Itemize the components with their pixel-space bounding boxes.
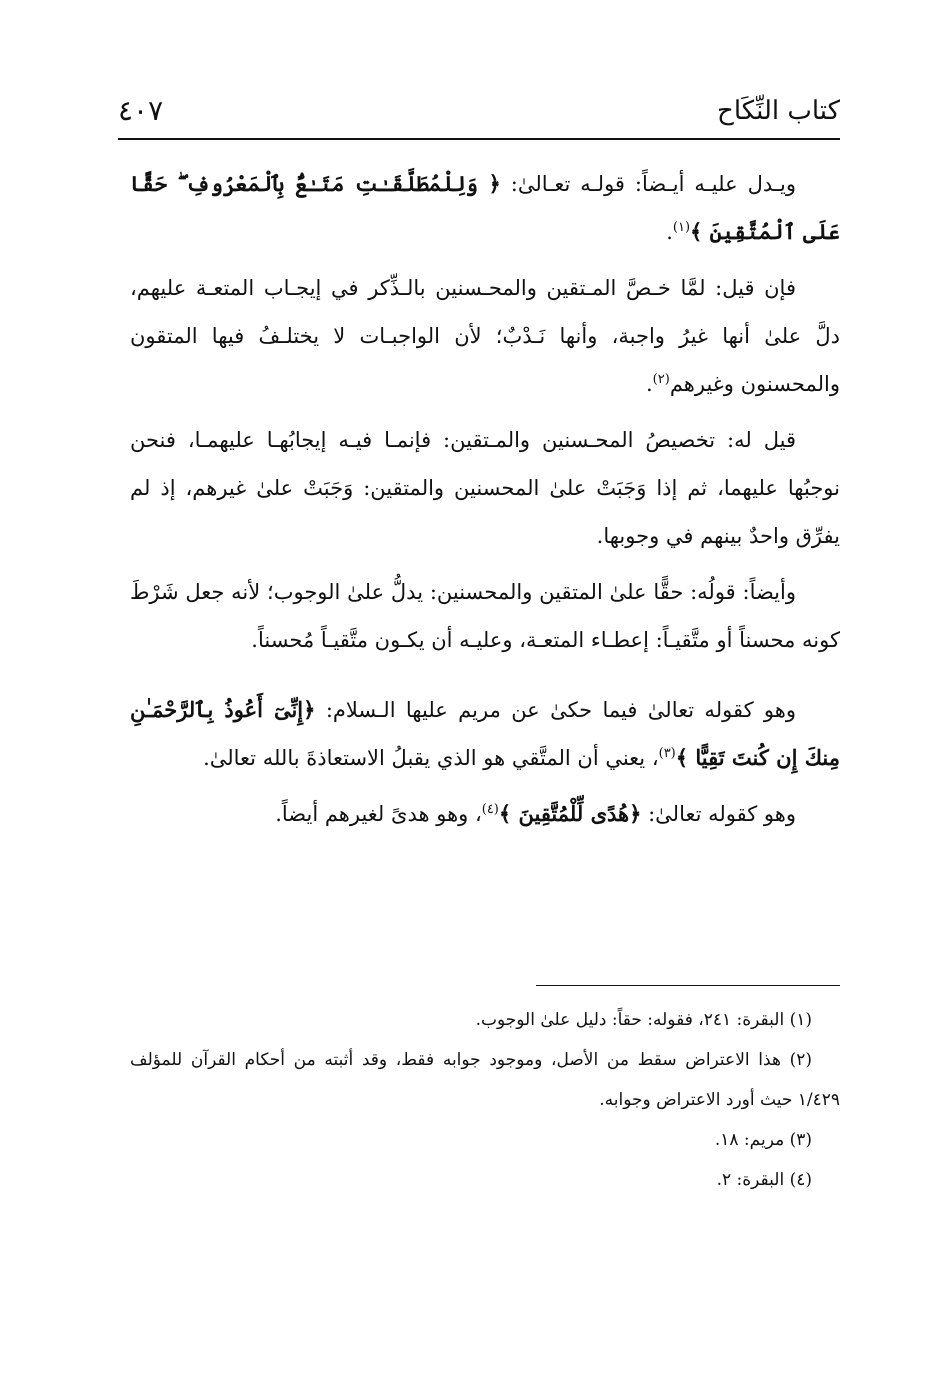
paragraph-1: ويـدل عليـه أيـضاً: قولـه تعـالىٰ: ﴿ وَلِلْمُطَلَّقَـٰتِ مَتَـٰعٌۢ بِٱلْمَعْرُوفِ ۖ حَقًّا عَلَى ٱلْمُتَّقِينَ ﴾$^{(١)}$. [130, 171, 840, 244]
paragraph-5: وهو كقوله تعالىٰ فيما حكىٰ عن مريم عليها الـسلام: ﴿إِنِّىٓ أَعُوذُ بِٱلرَّحْمَـٰنِ مِنكَ إِن كُنتَ تَقِيًّا ﴾$^{(٣)}$، يعني أن المتَّقي هو الذي يقبلُ الاستعاذةَ بالله تعالىٰ. [130, 697, 840, 770]
header-divider [118, 138, 840, 140]
running-title: كتاب النِّكَاح [717, 96, 840, 126]
footnote-ref: (٢) [652, 372, 670, 387]
footnote-3: (٣) مريم: ١٨. [714, 1130, 812, 1150]
paragraph-6: وهو كقوله تعالىٰ: ﴿هُدًى لِّلْمُتَّقِينَ ﴾$^{(٤)}$، وهو هدىً لغيرهم أيضاً. [275, 801, 796, 826]
footnote-ref: (٤) [481, 802, 499, 817]
footnotes [130, 1000, 840, 1200]
main-text [130, 160, 840, 846]
quran-verse: ﴿إِنِّىٓ أَعُوذُ بِٱلرَّحْمَـٰنِ مِنكَ إِن كُنتَ تَقِيًّا ﴾ [130, 697, 840, 770]
page-number: ٤٠٧ [118, 94, 164, 127]
quran-verse: ﴿هُدًى لِّلْمُتَّقِينَ ﴾ [498, 801, 642, 826]
footnote-ref: (١) [672, 220, 691, 235]
paragraph-4: وأيضاً: قولُه: حقًّا علىٰ المتقين والمحسنين: يدلُّ علىٰ الوجوب؛ لأنه جعل شَرْطَ كونه محسناً أو متَّقيـاً: إعطـاء المتعـة، وعليـه أن يكـون متَّقيـاً مُحسناً. [130, 580, 840, 652]
page-header [118, 88, 840, 138]
footnote-2: (٢) هذا الاعتراض سقط من الأصل، وموجود جوابه فقط، وقد أثبته من أحكام القرآن للمؤلف ١/٤٢٩ حيث أورد الاعتراض وجوابه. [130, 1050, 840, 1110]
footnote-ref: (٣) [658, 746, 676, 761]
quran-verse: ﴿ وَلِلْمُطَلَّقَـٰتِ مَتَـٰعٌۢ بِٱلْمَعْرُوفِ ۖ حَقًّا عَلَى ٱلْمُتَّقِينَ ﴾ [130, 171, 840, 244]
footnote-1: (١) البقرة: ٢٤١، فقوله: حقاً: دليل علىٰ الوجوب. [475, 1010, 812, 1030]
footnote-divider [536, 985, 840, 986]
paragraph-2: فإن قيل: لمَّا خـصَّ المـتقين والمحـسنين بالـذِّكر في إيجـاب المتعـة عليهم، دلَّ علىٰ أنها غيرُ واجبة، وأنها نَـدْبٌ؛ لأن الواجبـات لا يختلـفُ فيها المتقون والمحسنون وغيرهم$^{(٢)}$. [130, 276, 840, 396]
footnote-4: (٤) البقرة: ٢. [716, 1170, 812, 1190]
paragraph-3: قيل له: تخصيصُ المحـسنين والمـتقين: فإنمـا فيـه إيجابُهـا عليهمـا، فنحن نوجبُها عليهما، ثم إذا وَجَبَتْ علىٰ المحسنين والمتقين: وَجَبَتْ علىٰ غيرهم، إذ لم يفرِّق واحدٌ بينهم في وجوبها. [130, 428, 840, 548]
